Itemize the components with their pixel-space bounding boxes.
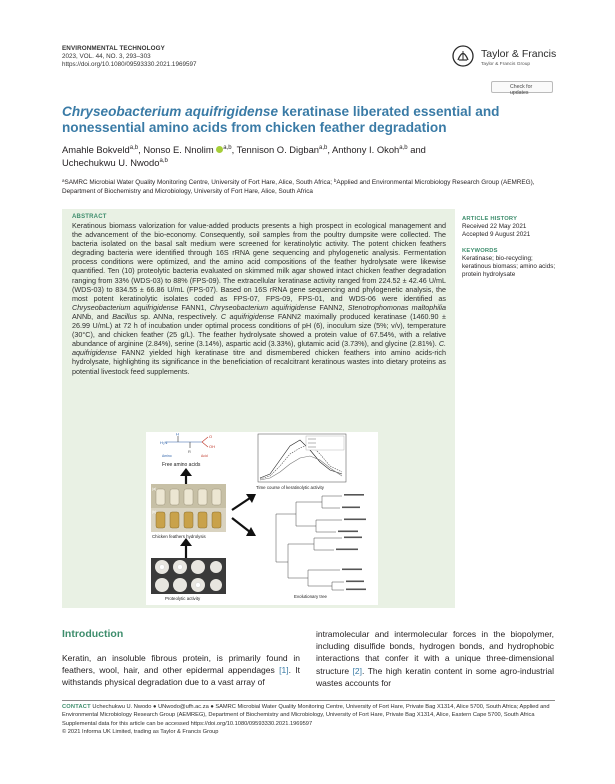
abstract-text: Keratinous biomass valorization for value-added products presents a high prospect in ecological management and the advancement of the bio-economy. Consequently, soil samples from the poultry dumpsite were collected. The bacteria isolated on the basal salt medium were screened for keratinolytic activity. The potent chicken feathers degrading bacteria were identified through 16S rRNA gene sequencing and phylogenetic analysis. Fermentation process conditions were optimized, and the amino acid compositions of the feather hydrolysate were likewise quantified. Ten (10) proteolytic bacteria evaluated on skimmed milk agar showed intact chicken feather degradation ranging from 33% (WDS-03) to 88% (FPS-09). The extracellular keratinase activity ranged from 224.52 ± 42.46 U/mL (WDS-03) to 834.55 ± 66.86 U/mL (FPS-07). Based on 16S rRNA gene sequencing and phylogenetic analysis, the most potent keratinolytic isolates coded as FPS-07, FPS-09, FPS-01, and WDS-06 were identified as Chryseobacterium aquifrigidense FANN1, Chryseobacterium aquifrigidense FANN2, Stenotrophomonas maltophilia ANNb, and Bacillus sp. ANNa, respectively. C aquifrigidense FANN2 maximally produced keratinase (1460.90 ± 26.99 U/mL) at 72 h of incubation under optimal process conditions of pH (6), inoculum size (5%; v/v), temperature (30°C), and chicken feather (25 g/L). The feather hydrolysate showed a protein value of 67.54%, with a relative abundance of arginine (2.84%), serine (3.14%), aspartic acid (3.33%), glutamic acid (3.73%), and glycine (2.81%). C. aquifrigidense FANN2 yielded high keratinase titre and dismembered chicken feathers into amino acids-rich hydrolysate, highlighting its significance in the beneficiation of recalcitrant keratinous wastes into dietary proteins as potential livestock feed supplements. [72,221,446,376]
affiliations: $^a$SAMRC Microbial Water Quality Monitoring Centre, University of Fort Hare, Alice, South Africa; $^b$Applied and Environmental Microbiology Research Group (AEMREG), Department of Biochemistry and Microbiology, University of Fort Hare, Alice, South Africa [62,178,535,195]
keywords-label: KEYWORDS [462,247,498,254]
author-name[interactable]: Tennison O. Digban [236,144,319,155]
caption-free-amino-acids: Free amino acids [162,462,201,468]
author-sup: a,b [159,157,168,164]
contact-footer [62,703,557,736]
author-name[interactable]: Amahle Bokveld [62,144,130,155]
amino-label: Amino [162,454,172,458]
svg-text:OH: OH [209,444,215,449]
author-sup: a,b [399,145,408,151]
phylogenetic-tree [276,496,344,590]
contact-text: Uchechukwu U. Nwodo ● UNwodo@ufh.ac.za ● SAMRC Microbial Water Quality Monitoring Centre, University of Fort Hare, Private Bag X1314, Alice 5700, South Africa; Applied and Environmental Microbiology Research Group (AEMREG), Department of Biochemistry and Microbiology, University of Fort Hare, Private Bag X1314, Alice, Eastern Cape 5700, South Africa [62,704,550,719]
author-name[interactable]: Anthony I. Okoh [332,144,400,155]
supplemental-data[interactable]: Supplemental data for this article can be accessed https://doi.org/10.1080/09593330.2021.1969597 [62,720,313,727]
arrow-icon [232,518,250,532]
publisher-name: Taylor & Francis [481,48,557,60]
caption-evolutionary-tree: Evolutionary tree [294,594,327,599]
svg-text:(a): (a) [152,487,157,491]
received-date: Received 22 May 2021 [462,223,527,231]
svg-text:H: H [176,432,179,437]
title-rest: keratinase liberated essential and nonessential amino acids from chicken feather degradation [62,104,500,135]
copyright: © 2021 Informa UK Limited, trading as Taylor & Francis Group [62,728,219,735]
article-sidebar [462,215,562,279]
arrow-icon [232,498,250,510]
contact-label: CONTACT [62,704,91,710]
svg-text:R: R [188,449,191,454]
caption-proteolytic: Proteolytic activity [165,596,201,601]
journal-doi[interactable]: https://doi.org/10.1080/09593330.2021.1969597 [62,61,197,69]
check-for-updates-button[interactable]: Check for updates [491,81,553,93]
citation-link[interactable]: [2] [352,665,363,676]
author-name[interactable]: Uchechukwu U. Nwodo [62,156,160,168]
author-sup: a,b [129,145,139,151]
author-sup: a,b [319,145,328,151]
keywords-text: Keratinase; bio-recycling; keratinous biomass; amino acids; protein hydrolysate [462,254,556,279]
article-title [62,104,562,136]
accepted-date: Accepted 9 August 2021 [462,231,531,239]
graphical-abstract-figure [146,432,378,605]
caption-hydrolysis: Chicken feathers hydrolysis [152,534,206,539]
svg-text:O: O [209,434,213,439]
svg-text:(b): (b) [152,510,157,514]
amino-acid-structure [166,436,208,448]
author-list: Amahle Bokveld$^{a,b}$, Nonso E. Nnolim $^{a,b}$, Tennison O. Digban$^{a,b}$, Anthony I. Okoh$^{a,b}$ and Uchechukwu U. Nwodo$^{a,b}$ [62,144,426,168]
citation-link[interactable]: [1] [279,665,289,676]
caption-time-course: Time course of keratinolytic activity [256,485,324,490]
body-column-left: Keratin, an insoluble fibrous protein, is primarily found in feathers, wool, hair, and other epidermal appendages [1]. It withstands physical degradation due to a vast array of [62,653,300,688]
journal-name: ENVIRONMENTAL TECHNOLOGY [62,45,165,52]
journal-header [62,45,196,70]
introduction-heading: Introduction [62,628,124,640]
footer-divider [62,700,555,701]
title-species: Chryseobacterium aquifrigidense [62,104,279,119]
abstract-label: ABSTRACT [72,214,107,220]
svg-text:H₂N: H₂N [160,440,168,445]
journal-volume: 2023, VOL. 44, NO. 3, 293–303 [62,53,151,61]
publisher-group: Taylor & Francis Group [481,62,531,67]
body-column-right: intramolecular and intermolecular forces in the biopolymer, including disulfide bonds, hydrogen bonds, and hydrophobic interactions that confer it with a unique three-dimensional structure [2]. The high keratin content in some agro-industrial wastes accounts for [316,629,554,688]
author-sup: a,b [223,145,232,151]
author-name[interactable]: Nonso E. Nnolim [143,144,214,155]
article-history-label: ARTICLE HISTORY [462,216,518,222]
acid-label: Acid [201,454,208,458]
graphical-abstract [146,432,378,605]
